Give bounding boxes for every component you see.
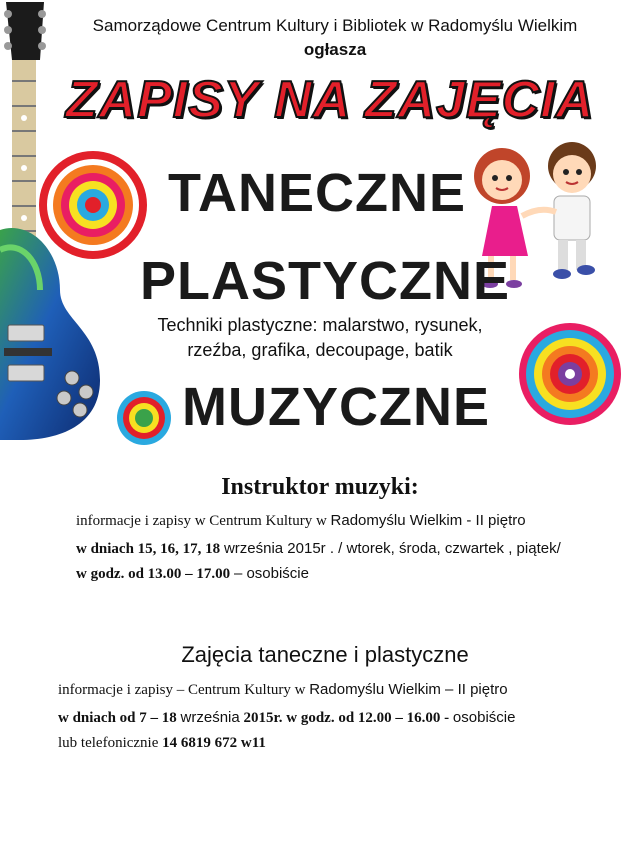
category-art: PLASTYCZNE: [140, 251, 511, 311]
music-hours-line: [76, 565, 309, 583]
dance-art-heading: Zajęcia taneczne i plastyczne: [181, 642, 469, 667]
music-dates-text: w dniach 15, 16, 17, 18: [76, 541, 224, 557]
music-hours-text: w godz. od 13.00 – 17.00: [76, 566, 234, 582]
music-dates-line: [76, 540, 561, 558]
category-dance: TANECZNE: [168, 163, 466, 223]
dance-art-phone-line: [58, 735, 266, 752]
dance-art-dates-month: września: [180, 709, 240, 726]
dance-art-dates-hours: 2015r. w godz. od 12.00 – 16.00 -: [239, 710, 453, 726]
concentric-circles-decoration: [38, 150, 148, 260]
dance-art-dates-text: w dniach od 7 – 18: [58, 710, 181, 726]
dance-art-info-location: Radomyślu Wielkim – II piętro: [309, 681, 508, 698]
dance-art-dates-line: [58, 709, 515, 727]
art-techniques-line: rzeźba, grafika, decoupage, batik: [187, 340, 453, 360]
announces-label: ogłasza: [303, 40, 367, 59]
music-info-line: [76, 512, 526, 530]
music-dates-month: września 2015r . / wtorek, środa, czwartek , piątek/: [223, 540, 561, 557]
music-info-location: Radomyślu Wielkim - II piętro: [330, 512, 526, 529]
dance-art-phone-text: lub telefonicznie: [58, 735, 163, 751]
music-instructor-heading: Instruktor muzyki:: [221, 474, 419, 500]
concentric-circles-decoration: [116, 390, 172, 446]
category-music: MUZYCZNE: [182, 377, 490, 437]
music-info-text: informacje i zapisy w Centrum Kultury w: [76, 513, 331, 529]
concentric-circles-decoration: [518, 322, 622, 426]
art-techniques: [130, 313, 510, 363]
organizer-name: Samorządowe Centrum Kultury i Bibliotek w Radomyślu Wielkim: [92, 16, 578, 35]
dance-art-info-line: [58, 681, 508, 699]
art-techniques-line: Techniki plastyczne: malarstwo, rysunek,: [157, 315, 483, 335]
main-title: ZAPISY NA ZAJĘCIA: [65, 71, 595, 129]
phone-number: 14 6819 672 w11: [162, 735, 266, 751]
music-hours-mode: – osobiście: [233, 565, 309, 582]
dance-art-info-text: informacje i zapisy – Centrum Kultury w: [58, 682, 310, 698]
dance-art-dates-mode: osobiście: [452, 709, 516, 726]
